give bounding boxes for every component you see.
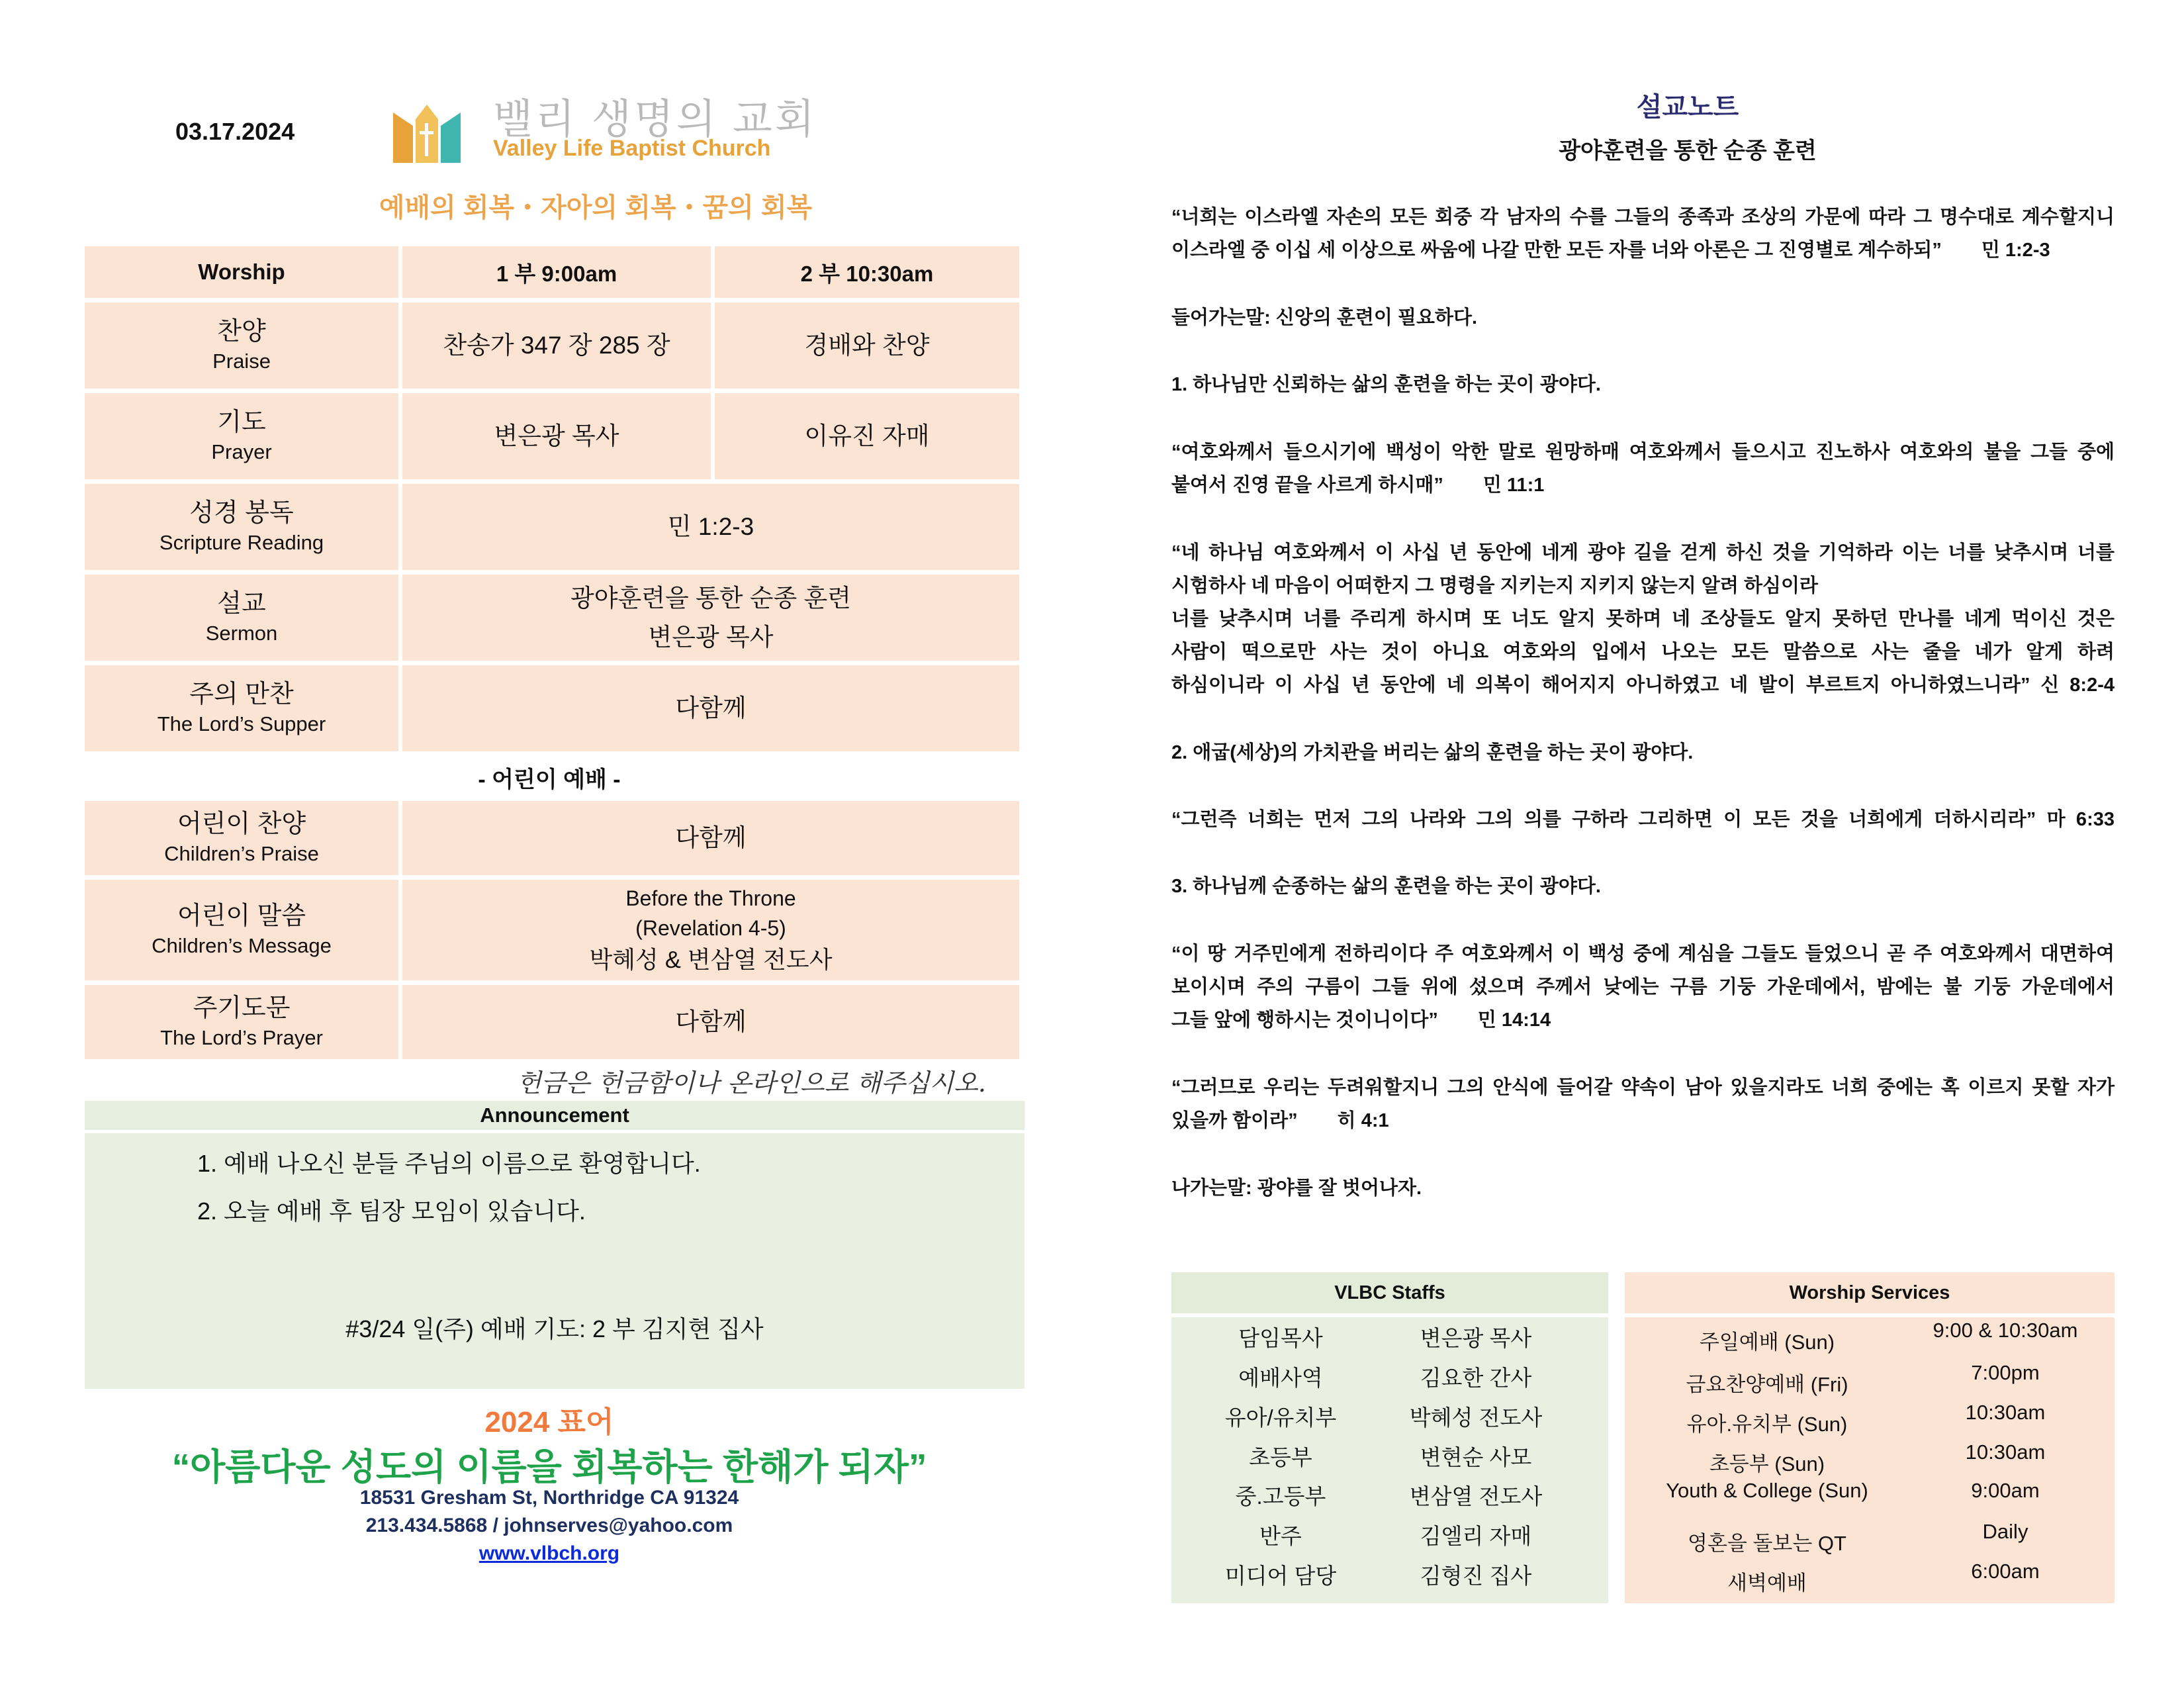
services-box (1625, 1317, 2115, 1603)
next-prayer-note: #3/24 일(주) 예배 기도: 2 부 김지현 집사 (345, 1315, 764, 1342)
prayer-label-en: Prayer (211, 440, 272, 463)
point-3: 3. 하나님께 순종하는 삶의 훈련을 하는 곳이 광야다. (1171, 876, 1601, 897)
kids-message-label-en: Children’s Message (152, 933, 332, 957)
offering-note: 헌금은 헌금함이나 온라인으로 해주십시오. (516, 1068, 986, 1098)
verse-text: 있을까 함이라” (1171, 1110, 1298, 1131)
praise-service1-cell: 찬송가 347 장 285 장 (402, 303, 711, 389)
worship-header-cell: Worship (85, 246, 398, 298)
kids-message-label-ko: 어린이 말씀 (177, 902, 306, 931)
sermon-label-cell (85, 575, 398, 661)
bulletin-date: 03.17.2024 (175, 118, 295, 145)
staff-name: 변은광 목사 (1420, 1326, 1532, 1350)
verse-line: 보이시며 주의 구름이 그들 위에 섰으며 주께서 낮에는 구름 기둥 가운데에서, 밤에는 불 기둥 가운데에서 (1171, 976, 2115, 998)
slogan: 예배의 회복・자아의 회복・꿈의 회복 (379, 193, 813, 222)
service-name: 초등부 (Sun) (1709, 1452, 1825, 1476)
service-name: 금요찬양예배 (Fri) (1686, 1373, 1848, 1396)
kids-message-speakers: 박혜성 & 변삼열 전도사 (589, 945, 833, 973)
verse-text: 그들 앞에 행하시는 것이니이다” (1171, 1009, 1438, 1031)
supper-label-cell (85, 665, 398, 751)
service-time: 10:30am (1965, 1440, 2046, 1464)
sermon-label-ko: 설교 (217, 590, 266, 618)
verse-reference: 히 4:1 (1337, 1110, 1389, 1131)
verse-line: “너희는 이스라엘 자손의 모든 회중 각 남자의 수를 그들의 종족과 조상의 가문에 따라 그 명수대로 계수할지니 (1171, 207, 2115, 228)
church-name-korean: 밸리 생명의 교회 (493, 97, 817, 142)
verse-line (1171, 234, 2115, 267)
prayer-service1-cell: 변은광 목사 (402, 393, 711, 479)
staff-role: 유아/유치부 (1224, 1405, 1337, 1430)
kids-message-reference: (Revelation 4-5) (635, 915, 786, 940)
staff-role: 반주 (1259, 1524, 1302, 1548)
staff-role: 미디어 담당 (1224, 1564, 1337, 1588)
service-time: 7:00pm (1971, 1361, 2040, 1384)
prayer-label-cell (85, 393, 398, 479)
sermon-preacher: 변은광 목사 (648, 624, 774, 651)
service-name: 유아.유치부 (Sun) (1686, 1413, 1848, 1436)
verse-reference: 민 14:14 (1477, 1009, 1551, 1031)
praise-label-ko: 찬양 (217, 318, 266, 346)
verse-line (1171, 469, 2115, 502)
service-name: 주일예배 (Sun) (1699, 1331, 1835, 1354)
announcement-item: 1. 예배 나오신 분들 주님의 이름으로 환영합니다. (197, 1150, 701, 1177)
verse-reference: 민 1:2-3 (1981, 240, 2050, 261)
verse-text: 붙여서 진영 끝을 사르게 하시매” (1171, 475, 1443, 496)
praise-label-cell (85, 303, 398, 389)
address: 18531 Gresham St, Northridge CA 91324 (359, 1487, 739, 1509)
verse-line: “이 땅 거주민에게 전하리이다 주 여호와께서 이 백성 중에 계심을 그들도 들었으니 곧 주 여호와께서 대면하여 (1171, 943, 2115, 964)
supper-value-cell: 다함께 (402, 665, 1019, 751)
supper-label-en: The Lord’s Supper (157, 712, 326, 735)
lords-prayer-label-en: The Lord’s Prayer (160, 1025, 323, 1049)
services-box-header: Worship Services (1625, 1272, 2115, 1313)
service-time: 9:00am (1971, 1479, 2040, 1502)
kids-praise-label-ko: 어린이 찬양 (177, 810, 306, 839)
staff-box-header: VLBC Staffs (1171, 1272, 1608, 1313)
prayer-service2-cell: 이유진 자매 (715, 393, 1019, 479)
lords-prayer-label-ko: 주기도문 (193, 994, 291, 1023)
prayer-label-ko: 기도 (217, 408, 266, 437)
service-name: Youth & College (Sun) (1666, 1479, 1868, 1502)
verse-line: “여호와께서 들으시기에 백성이 악한 말로 원망하매 여호와께서 들으시고 진노하사 여호와의 불을 그들 중에 (1171, 442, 2115, 463)
verse-line (1171, 1104, 2115, 1137)
announcement-body (85, 1133, 1024, 1389)
sermon-label-en: Sermon (205, 621, 278, 645)
sermon-notes-title: 설교노트 (1636, 93, 1739, 122)
verse-text: 이스라엘 중 이십 세 이상으로 싸움에 나갈 만한 모든 자를 너와 아론은 그 진영별로 계수하되” (1171, 240, 1942, 261)
staff-role: 초등부 (1249, 1445, 1312, 1470)
point-1: 1. 하나님만 신뢰하는 삶의 훈련을 하는 곳이 광야다. (1171, 374, 1601, 395)
staff-role: 담임목사 (1238, 1326, 1323, 1350)
praise-service2-cell: 경배와 찬양 (715, 303, 1019, 389)
service-time: 9:00 & 10:30am (1933, 1319, 2078, 1342)
verse-reference: 신 8:2-4 (2040, 675, 2115, 696)
staff-name: 변삼열 전도사 (1409, 1484, 1543, 1509)
children-worship-title: - 어린이 예배 - (478, 767, 621, 792)
scripture-label-en: Scripture Reading (159, 530, 324, 554)
kids-praise-label-cell (85, 801, 398, 875)
staff-name: 김엘리 자매 (1420, 1524, 1532, 1548)
sermon-notes-subtitle: 광야훈련을 통한 순종 훈련 (1559, 138, 1817, 164)
verse-text: “그런즉 너희는 먼저 그의 나라와 그의 의를 구하라 그리하면 이 모든 것을 너희에게 더하시리라” (1171, 809, 2036, 830)
verse-text: 하심이니라 이 사십 년 동안에 네 의복이 해어지지 아니하였고 네 발이 부르트지 아니하였느니라” (1171, 675, 2030, 696)
service-name: 영혼을 돌보는 QT (1688, 1532, 1846, 1555)
verse-line: 너를 낮추시며 너를 주리게 하시며 또 너도 알지 못하며 네 조상들도 알지 못하던 만나를 네게 먹이신 것은 (1171, 608, 2115, 630)
verse-line: 시험하사 네 마음이 어떠한지 그 명령을 지키는지 지키지 않는지 알려 하심이라 (1171, 575, 1819, 596)
service-time: Daily (1982, 1520, 2028, 1543)
website-link[interactable]: www.vlbch.org (478, 1542, 620, 1564)
verse-reference: 마 6:33 (2046, 809, 2115, 830)
scripture-label-cell (85, 484, 398, 570)
motto-text: “아름다운 성도의 이름을 회복하는 한해가 되자” (171, 1446, 927, 1487)
motto-year: 2024 표어 (484, 1406, 614, 1438)
kids-message-value-cell (402, 880, 1019, 980)
staff-role: 예배사역 (1238, 1366, 1323, 1390)
announcement-item: 2. 오늘 예배 후 팀장 모임이 있습니다. (197, 1197, 586, 1225)
lords-prayer-value-cell: 다함께 (402, 985, 1019, 1059)
staff-name: 변현순 사모 (1420, 1445, 1532, 1470)
service-time: 6:00am (1971, 1560, 2040, 1583)
kids-praise-value-cell: 다함께 (402, 801, 1019, 875)
church-logo-icon (390, 93, 463, 163)
announcement-header: Announcement (85, 1101, 1024, 1130)
kids-message-title: Before the Throne (625, 886, 796, 910)
sermon-value-cell (402, 575, 1019, 661)
verse-line: “그러므로 우리는 두려워할지니 그의 안식에 들어갈 약속이 남아 있을지라도 너희 중에는 혹 이르지 못할 자가 (1171, 1077, 2115, 1098)
service1-header-cell: 1 부 9:00am (402, 246, 711, 298)
supper-label-ko: 주의 만찬 (189, 680, 294, 709)
verse-line (1171, 1004, 2115, 1037)
closing-line: 나가는말: 광야를 잘 벗어나자. (1171, 1178, 1422, 1199)
service-name: 새벽예배 (1727, 1571, 1807, 1595)
kids-praise-label-en: Children’s Praise (164, 841, 319, 865)
point-2: 2. 애굽(세상)의 가치관을 버리는 삶의 훈련을 하는 곳이 광야다. (1171, 742, 1694, 763)
lords-prayer-label-cell (85, 985, 398, 1059)
sermon-title: 광야훈련을 통한 순종 훈련 (570, 584, 851, 612)
staff-box (1171, 1317, 1608, 1603)
verse-line: “네 하나님 여호와께서 이 사십 년 동안에 네게 광야 길을 걷게 하신 것을 기억하라 이는 너를 낮추시며 너를 (1171, 542, 2115, 563)
scripture-label-ko: 성경 봉독 (189, 499, 294, 528)
phone-email: 213.434.5868 / johnserves@yahoo.com (365, 1515, 733, 1536)
praise-label-en: Praise (212, 349, 271, 373)
kids-message-label-cell (85, 880, 398, 980)
verse-line (1171, 669, 2115, 702)
verse-line: 사람이 떡으로만 사는 것이 아니요 여호와의 입에서 나오는 모든 말씀으로 사는 줄을 네가 알게 하려 (1171, 641, 2115, 663)
verse-line (1171, 803, 2115, 836)
scripture-value-cell: 민 1:2-3 (402, 484, 1019, 570)
staff-name: 김요한 간사 (1420, 1366, 1532, 1390)
church-name-english: Valley Life Baptist Church (493, 136, 771, 161)
service-time: 10:30am (1965, 1401, 2046, 1424)
verse-reference: 민 11:1 (1482, 475, 1545, 496)
staff-name: 김형진 집사 (1420, 1564, 1532, 1588)
staff-name: 박혜성 전도사 (1409, 1405, 1543, 1430)
intro-line: 들어가는말: 신앙의 훈련이 필요하다. (1171, 307, 1478, 328)
staff-role: 중.고등부 (1235, 1484, 1326, 1509)
service2-header-cell: 2 부 10:30am (715, 246, 1019, 298)
